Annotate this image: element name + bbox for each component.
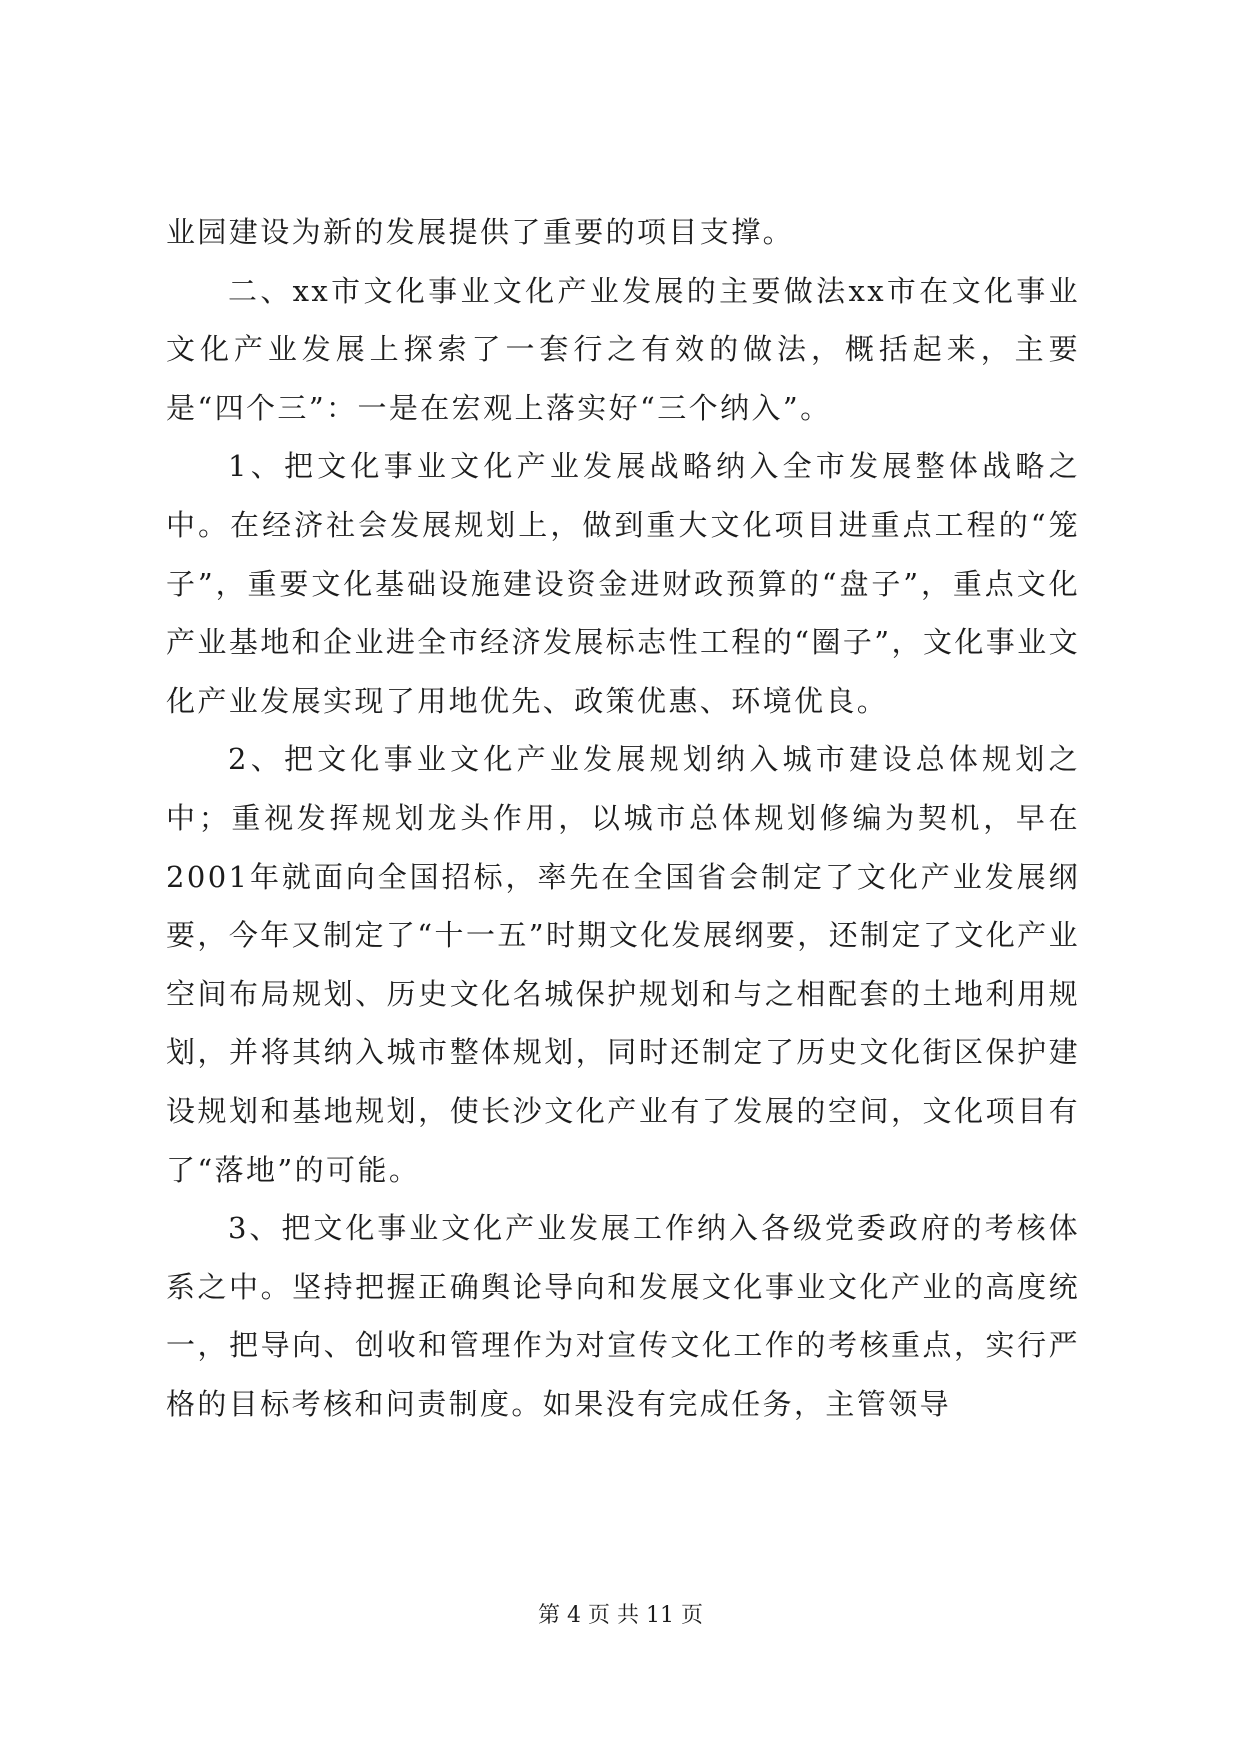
paragraph-item-2: 2、把文化事业文化产业发展规划纳入城市建设总体规划之中；重视发挥规划龙头作用，以城市总体规划修编为契机，早在2001年就面向全国招标，率先在全国省会制定了文化产业发展纲要，今年又制定了“十一五”时期文化发展纲要，还制定了文化产业空间布局规划、历史文化名城保护规划和与之相配套的土地利用规划，并将其纳入城市整体规划，同时还制定了历史文化街区保护建设规划和基地规划，使长沙文化产业有了发展的空间，文化项目有了“落地”的可能。 xyxy=(166,742,1080,1187)
paragraph-item-1: 1、把文化事业文化产业发展战略纳入全市发展整体战略之中。在经济社会发展规划上，做到重大文化项目进重点工程的“笼子”，重要文化基础设施建设资金进财政预算的“盘子”，重点文化产业基地和企业进全市经济发展标志性工程的“圈子”，文化事业文化产业发展实现了用地优先、政策优惠、环境优良。 xyxy=(166,449,1080,718)
page-number-footer: 第 4 页 共 11 页 xyxy=(538,1603,703,1628)
paragraph-continued: 业园建设为新的发展提供了重要的项目支撑。 xyxy=(166,215,795,249)
paragraph-item-3: 3、把文化事业文化产业发展工作纳入各级党委政府的考核体系之中。坚持把握正确舆论导向和发展文化事业文化产业的高度统一，把导向、创收和管理作为对宣传文化工作的考核重点，实行严格的目标考核和问责制度。如果没有完成任务，主管领导 xyxy=(166,1211,1080,1421)
document-body xyxy=(166,203,1080,1433)
paragraph-section-two: 二、xx市文化事业文化产业发展的主要做法xx市在文化事业文化产业发展上探索了一套行之有效的做法，概括起来，主要是“四个三”：一是在宏观上落实好“三个纳入”。 xyxy=(166,273,1080,425)
